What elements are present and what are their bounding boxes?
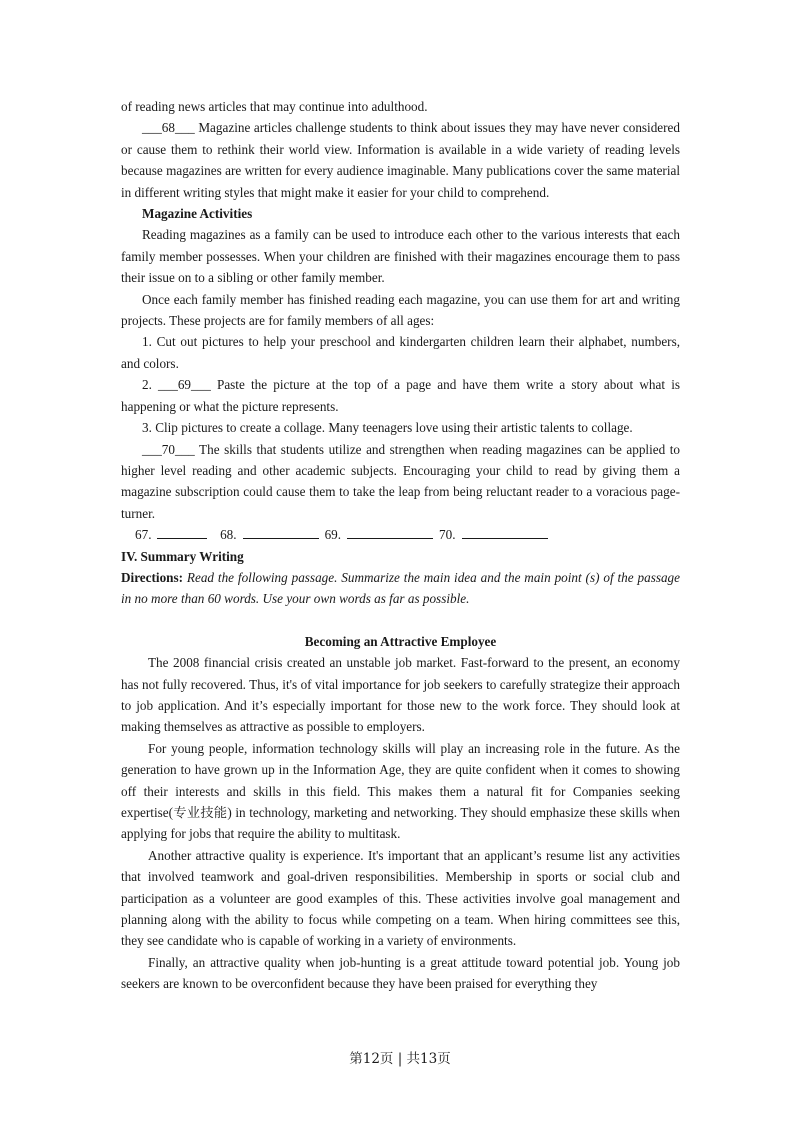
passage-paragraph-1: The 2008 financial crisis created an unstable job market. Fast-forward to the present, an economy has not fully recovered. Thus, it's of vital importance for job seekers to carefully strategize their approach to job application. And it’s especially important for those new to the work force. They should look at making themselves as attractive as possible to employers. [121,655,680,735]
paragraph-68: ___68___ Magazine articles challenge students to think about issues they may have never considered or cause them to rethink their world view. Information is available in a wide variety of reading levels because magazines are written for every audience imaginable. Many publications cover the same material in different writing styles that might make it easier for your child to comprehend. [121,120,680,200]
paragraph-continuation: of reading news articles that may continue into adulthood. [121,99,428,114]
answer-67-label: 67. [135,527,152,543]
answer-68-label: 68. [220,527,237,543]
passage-paragraph-2: For young people, information technology skills will play an increasing role in the future. As the generation to have grown up in the Information Age, they are quite confident when it comes to showing off their interests and skills in this field. This makes them a natural fit for Companies seeking expertise(专业技能) in technology, marketing and networking. They should emphasize these skills when applying for jobs that require the ability to multitask. [121,740,680,842]
answer-67-blank[interactable] [157,524,207,539]
page-footer: 第12页 | 共13页 [349,1051,451,1067]
paragraph-70: ___70___ The skills that students utilize and strengthen when reading magazines can be applied to higher level reading and other academic subjects. Encouraging your child to read by giving them a magazine subscription could cause them to take the leap from being reluctant reader to a voracious page-turner. [121,441,680,521]
passage-paragraph-3: Another attractive quality is experience. It's important that an applicant’s resume list any activities that involved teamwork and goal-driven responsibilities. Membership in sports or social club and participation as a volunteer are good examples of this. These activities involve goal management and planning along with the ability to focus while competing on a team. When hiring committees see this, they see candidate who is capable of working in a variety of environments. [121,847,680,949]
answer-70-blank[interactable] [462,524,548,539]
answer-blanks-row [121,524,680,545]
passage-paragraph-4: Finally, an attractive quality when job-hunting is a great attitude toward potential job. Young job seekers are known to be overconfident because they have been praised for everything they [121,954,680,992]
list-item-2: 2. ___69___ Paste the picture at the top of a page and have them write a story about what is happening or what the picture represents. [121,377,680,414]
answer-69-blank[interactable] [347,524,433,539]
document-page [121,96,680,995]
section-title: IV. Summary Writing [121,548,244,564]
answer-68-blank[interactable] [243,524,319,539]
heading-magazine-activities: Magazine Activities [142,206,253,222]
paragraph-reading-magazines: Reading magazines as a family can be used to introduce each other to the various interests that each family member possesses. When your children are finished with their magazines encourage them to pass their issue on to a sibling or other family member. [121,227,680,286]
answer-70-label: 70. [439,527,456,543]
directions [121,567,680,610]
directions-label: Directions: [121,569,184,585]
list-item-1: 1. Cut out pictures to help your preschool and kindergarten children learn their alphabet, numbers, and colors. [121,334,680,371]
answer-69-label: 69. [324,527,342,543]
list-item-3: 3. Clip pictures to create a collage. Many teenagers love using their artistic talents to collage. [142,420,633,436]
passage-title: Becoming an Attractive Employee [304,633,497,649]
paragraph-once-each: Once each family member has finished reading each magazine, you can use them for art and writing projects. These projects are for family members of all ages: [121,291,680,329]
directions-text: Read the following passage. Summarize the main idea and the main point (s) of the passage in no more than 60 words. Use your own words as far as possible. [121,569,680,607]
